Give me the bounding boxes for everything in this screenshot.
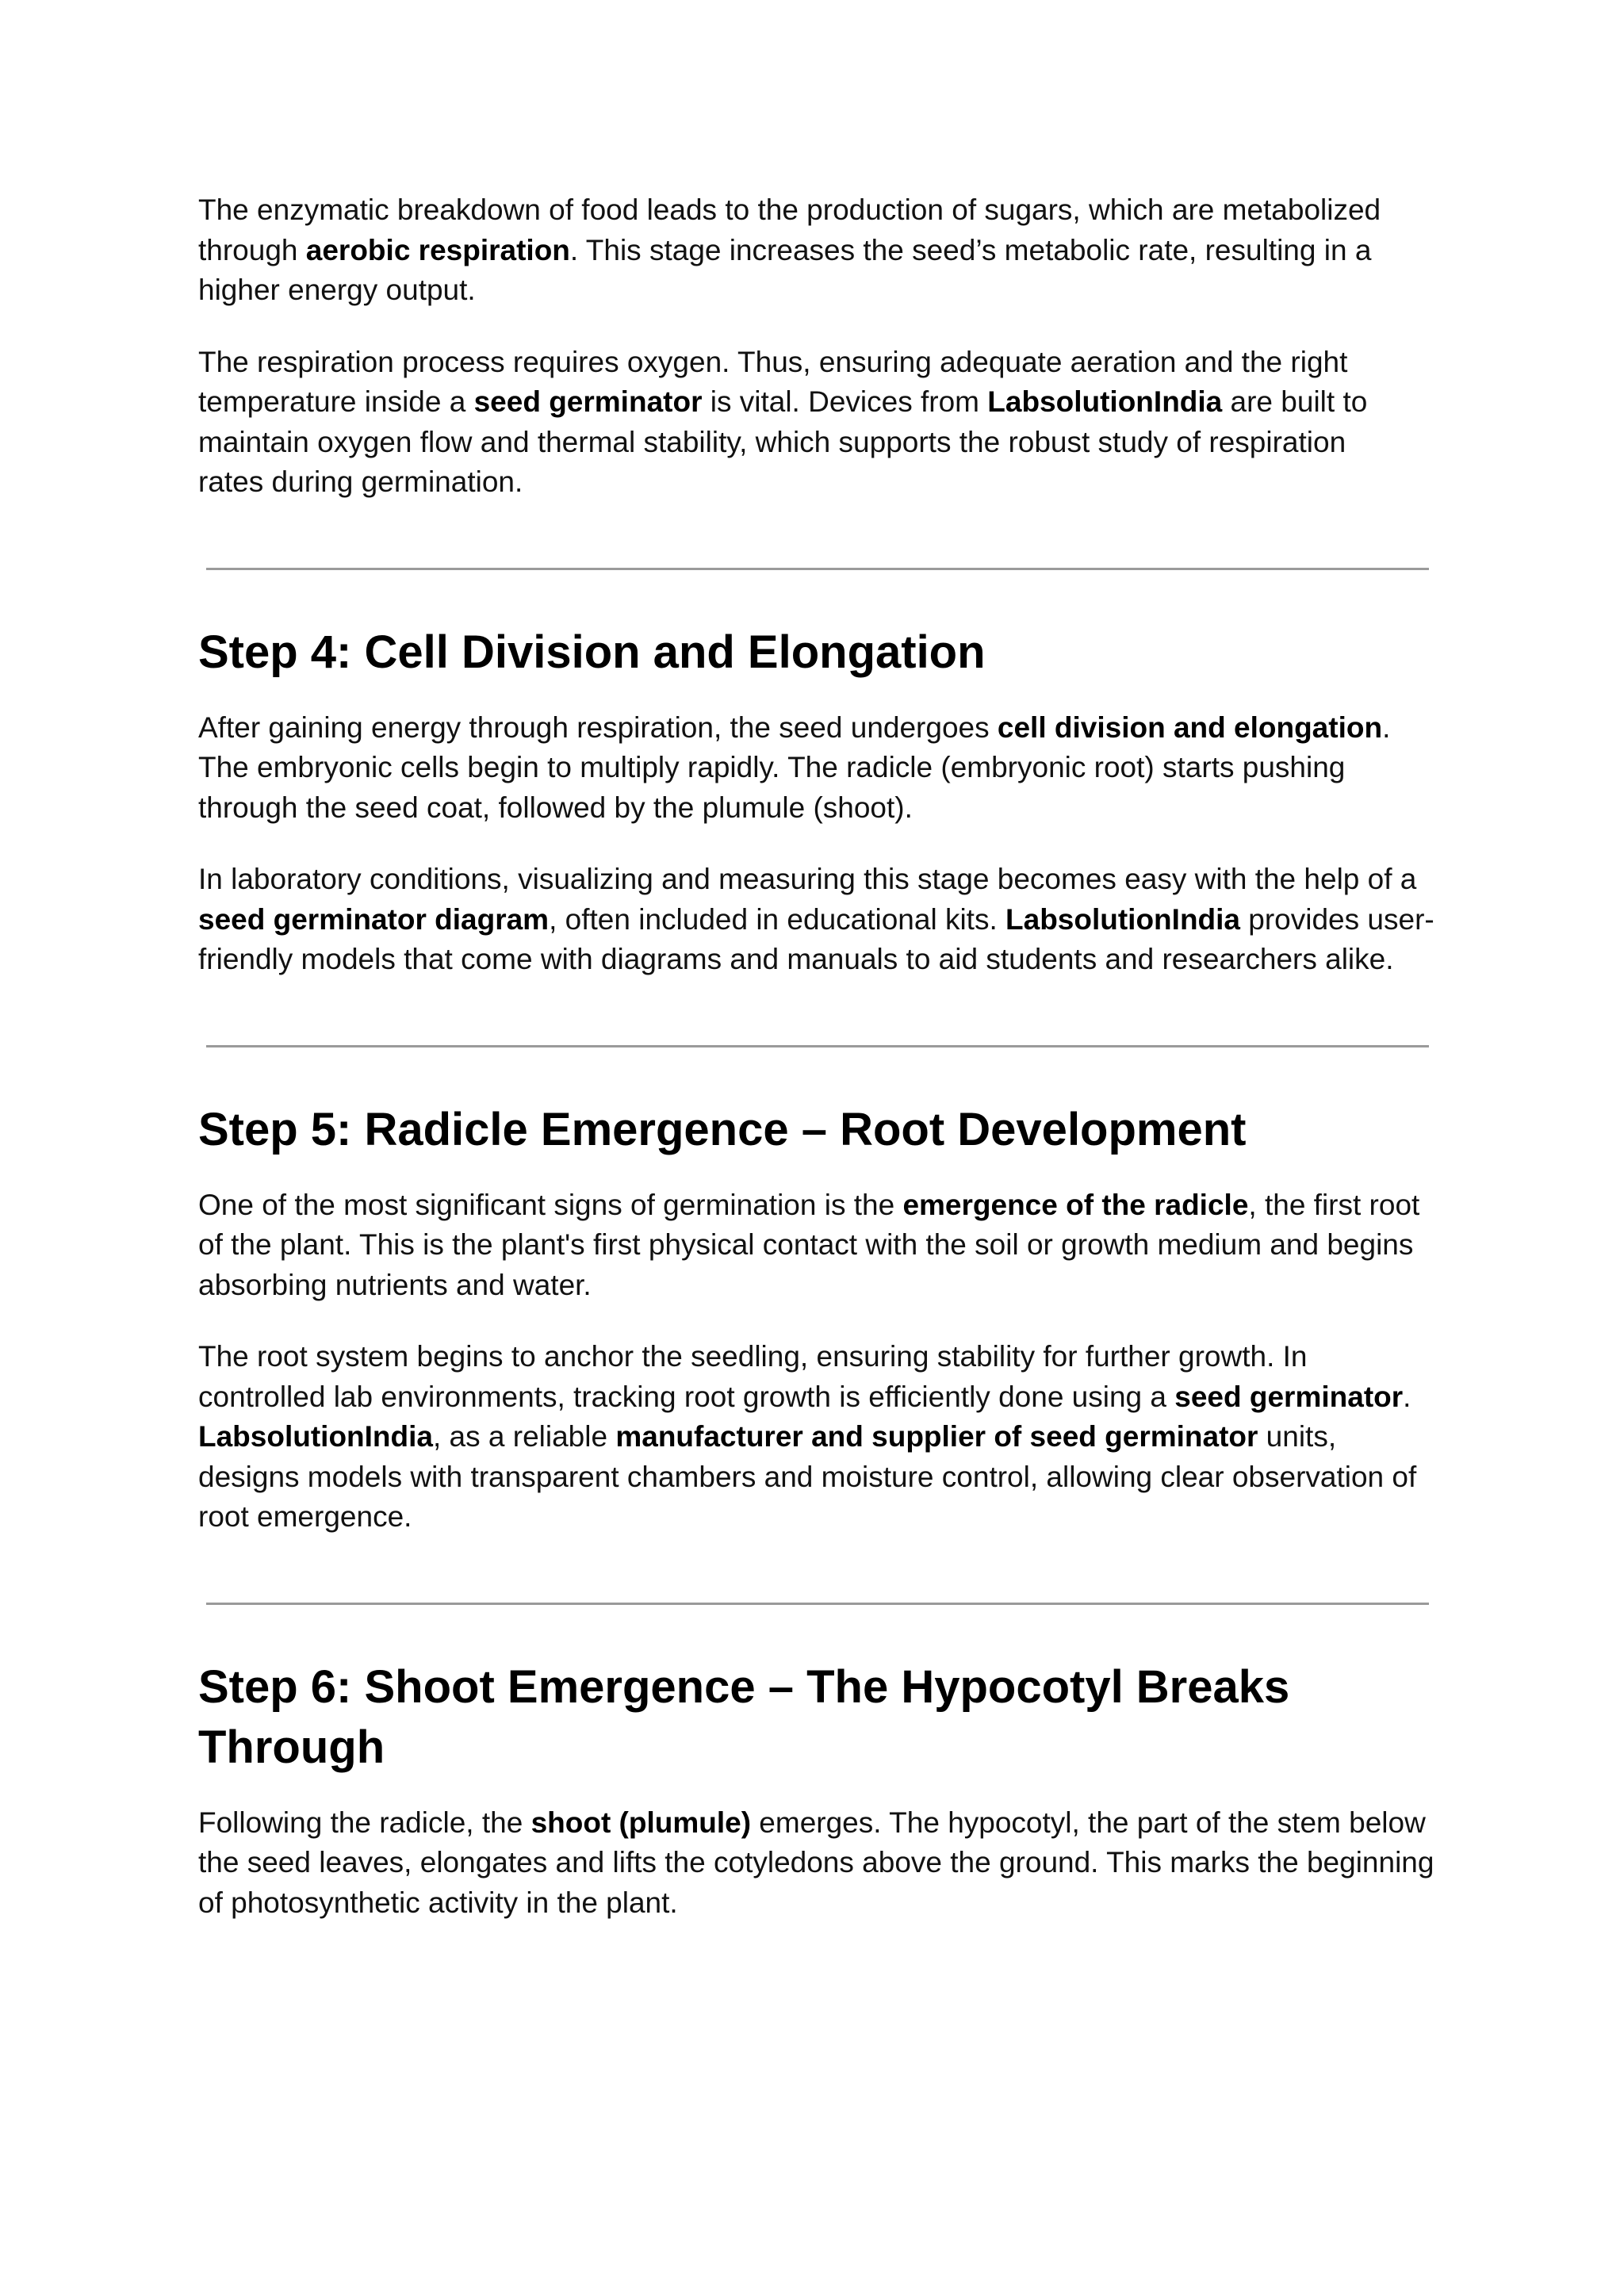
- bold-text: LabsolutionIndia: [987, 385, 1223, 418]
- bold-text: seed germinator: [473, 385, 703, 418]
- bold-text: LabsolutionIndia: [198, 1420, 433, 1453]
- step-5-heading: Step 5: Radicle Emergence – Root Development: [198, 1103, 1247, 1155]
- intro-paragraph-2: The respiration process requires oxygen. Thus, ensuring adequate aeration and the right temperature inside a seed germinator is vital. Devices from LabsolutionIndia are built to maintain oxygen flow and thermal stability, which supports the robust study of respiration rates during germination.: [198, 345, 1368, 498]
- bold-text: LabsolutionIndia: [1005, 902, 1240, 936]
- step-6-heading: Step 6: Shoot Emergence – The Hypocotyl Breaks Through: [198, 1660, 1290, 1773]
- bold-text: seed germinator diagram: [198, 902, 550, 936]
- bold-text: cell division and elongation: [997, 710, 1383, 744]
- step-4-paragraph-2: In laboratory conditions, visualizing and measuring this stage becomes easy with the help of a seed germinator diagram, often included in educational kits. LabsolutionIndia provides user-friendly models that come with diagrams and manuals to aid students and researchers alike.: [198, 863, 1434, 975]
- bold-text: shoot (plumule): [530, 1806, 752, 1839]
- document-page: [198, 190, 1435, 1923]
- bold-text: aerobic respiration: [305, 233, 570, 266]
- intro-paragraph-1: The enzymatic breakdown of food leads to the production of sugars, which are metabolized through aerobic respiration. This stage increases the seed’s metabolic rate, resulting in a higher energy output.: [198, 193, 1381, 306]
- bold-text: seed germinator: [1174, 1380, 1404, 1413]
- step-5-paragraph-2: The root system begins to anchor the seedling, ensuring stability for further growth. In controlled lab environments, tracking root growth is efficiently done using a seed germinator. LabsolutionIndia, as a reliable manufacturer and supplier of seed germinator units, designs models with transparent chambers and moisture control, allowing clear observation of root emergence.: [198, 1340, 1417, 1533]
- bold-text: emergence of the radicle: [902, 1188, 1249, 1221]
- step-4-paragraph-1: After gaining energy through respiration, the seed undergoes cell division and elongation. The embryonic cells begin to multiply rapidly. The radicle (embryonic root) starts pushing through the seed coat, followed by the plumule (shoot).: [198, 710, 1391, 824]
- step-4-heading: Step 4: Cell Division and Elongation: [198, 626, 986, 678]
- step-6-paragraph-1: Following the radicle, the shoot (plumule) emerges. The hypocotyl, the part of the stem below the seed leaves, elongates and lifts the cotyledons above the ground. This marks the beginning of photosynthetic activity in the plant.: [198, 1806, 1434, 1919]
- bold-text: manufacturer and supplier of seed germinator: [615, 1420, 1258, 1453]
- step-5-paragraph-1: One of the most significant signs of germination is the emergence of the radicle, the first root of the plant. This is the plant's first physical contact with the soil or growth medium and begins absorbing nutrients and water.: [198, 1188, 1420, 1301]
